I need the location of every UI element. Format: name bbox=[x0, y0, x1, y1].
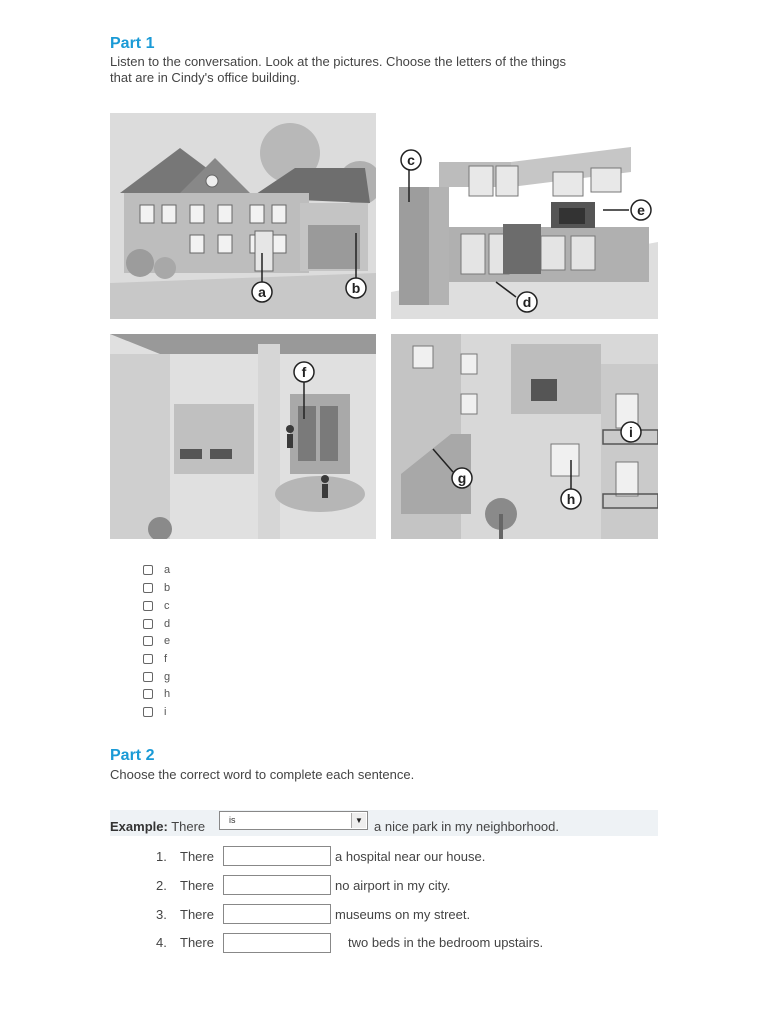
item-4-input[interactable] bbox=[223, 933, 331, 953]
label-d bbox=[517, 292, 537, 312]
item-2-prefix: There bbox=[180, 878, 214, 893]
option-b[interactable]: b bbox=[143, 581, 170, 595]
kitchen-picture bbox=[391, 142, 658, 319]
item-3-suffix: museums on my street. bbox=[335, 907, 471, 922]
checkbox[interactable] bbox=[143, 654, 153, 664]
part1-instruction-line2: that are in Cindy's office building. bbox=[110, 70, 301, 85]
item-1-input[interactable] bbox=[223, 846, 331, 866]
checkbox[interactable] bbox=[143, 672, 153, 682]
part1-title: Part 1 bbox=[110, 35, 155, 52]
label-g bbox=[452, 468, 472, 488]
item-2-suffix: no airport in my city. bbox=[335, 878, 451, 893]
item-2-input[interactable] bbox=[223, 875, 331, 895]
house-picture bbox=[110, 113, 376, 319]
office-building-picture bbox=[110, 334, 376, 539]
option-c[interactable]: c bbox=[143, 599, 170, 613]
label-i bbox=[621, 422, 641, 442]
apartment-building-picture bbox=[391, 334, 658, 539]
example-suffix: a nice park in my neighborhood. bbox=[374, 819, 560, 834]
option-f[interactable]: f bbox=[143, 652, 167, 666]
example-prefix bbox=[110, 819, 205, 834]
svg-text:c: c bbox=[407, 152, 415, 168]
checkbox[interactable] bbox=[143, 689, 153, 699]
label-h bbox=[561, 489, 581, 509]
label-a bbox=[252, 282, 272, 302]
label-c bbox=[401, 150, 421, 170]
svg-text:i: i bbox=[629, 424, 633, 440]
item-3-number: 3. bbox=[156, 907, 167, 922]
item-1-suffix: a hospital near our house. bbox=[335, 849, 486, 864]
item-2-number: 2. bbox=[156, 878, 167, 893]
option-g[interactable]: g bbox=[143, 670, 170, 684]
checkbox[interactable] bbox=[143, 601, 153, 611]
option-d[interactable]: d bbox=[143, 617, 170, 631]
item-1-number: 1. bbox=[156, 849, 167, 864]
svg-text:d: d bbox=[522, 294, 532, 310]
option-a[interactable]: a bbox=[143, 563, 170, 577]
checkbox[interactable] bbox=[143, 619, 153, 629]
part2-title: Part 2 bbox=[110, 747, 155, 764]
option-i[interactable]: i bbox=[143, 705, 166, 719]
label-e bbox=[631, 200, 651, 220]
checkbox[interactable] bbox=[143, 565, 153, 575]
item-3-input[interactable] bbox=[223, 904, 331, 924]
example-select[interactable] bbox=[219, 811, 368, 830]
svg-text:a: a bbox=[258, 284, 266, 300]
checkbox[interactable] bbox=[143, 583, 153, 593]
item-4-suffix: two beds in the bedroom upstairs. bbox=[348, 935, 544, 950]
checkbox[interactable] bbox=[143, 636, 153, 646]
part1-instruction-line1: Listen to the conversation. Look at the pictures. Choose the letters of the things bbox=[110, 54, 566, 69]
svg-text:h: h bbox=[566, 491, 576, 507]
example-select-value: is bbox=[229, 815, 236, 825]
label-b bbox=[346, 278, 366, 298]
item-4-number: 4. bbox=[156, 935, 167, 950]
checkbox[interactable] bbox=[143, 707, 153, 717]
example-label: Example: bbox=[110, 819, 168, 834]
chevron-down-icon[interactable]: ▼ bbox=[351, 813, 366, 828]
part2-instruction: Choose the correct word to complete each sentence. bbox=[110, 767, 415, 782]
example-there: There bbox=[171, 819, 206, 834]
svg-text:f: f bbox=[301, 364, 307, 380]
option-e[interactable]: e bbox=[143, 634, 170, 648]
part1-instruction bbox=[110, 54, 566, 86]
item-3-prefix: There bbox=[180, 907, 214, 922]
svg-text:b: b bbox=[351, 280, 361, 296]
item-1-prefix: There bbox=[180, 849, 214, 864]
option-h[interactable]: h bbox=[143, 687, 170, 701]
label-f bbox=[294, 362, 314, 382]
svg-text:e: e bbox=[637, 202, 645, 218]
item-4-prefix: There bbox=[180, 935, 214, 950]
svg-text:g: g bbox=[457, 470, 467, 486]
